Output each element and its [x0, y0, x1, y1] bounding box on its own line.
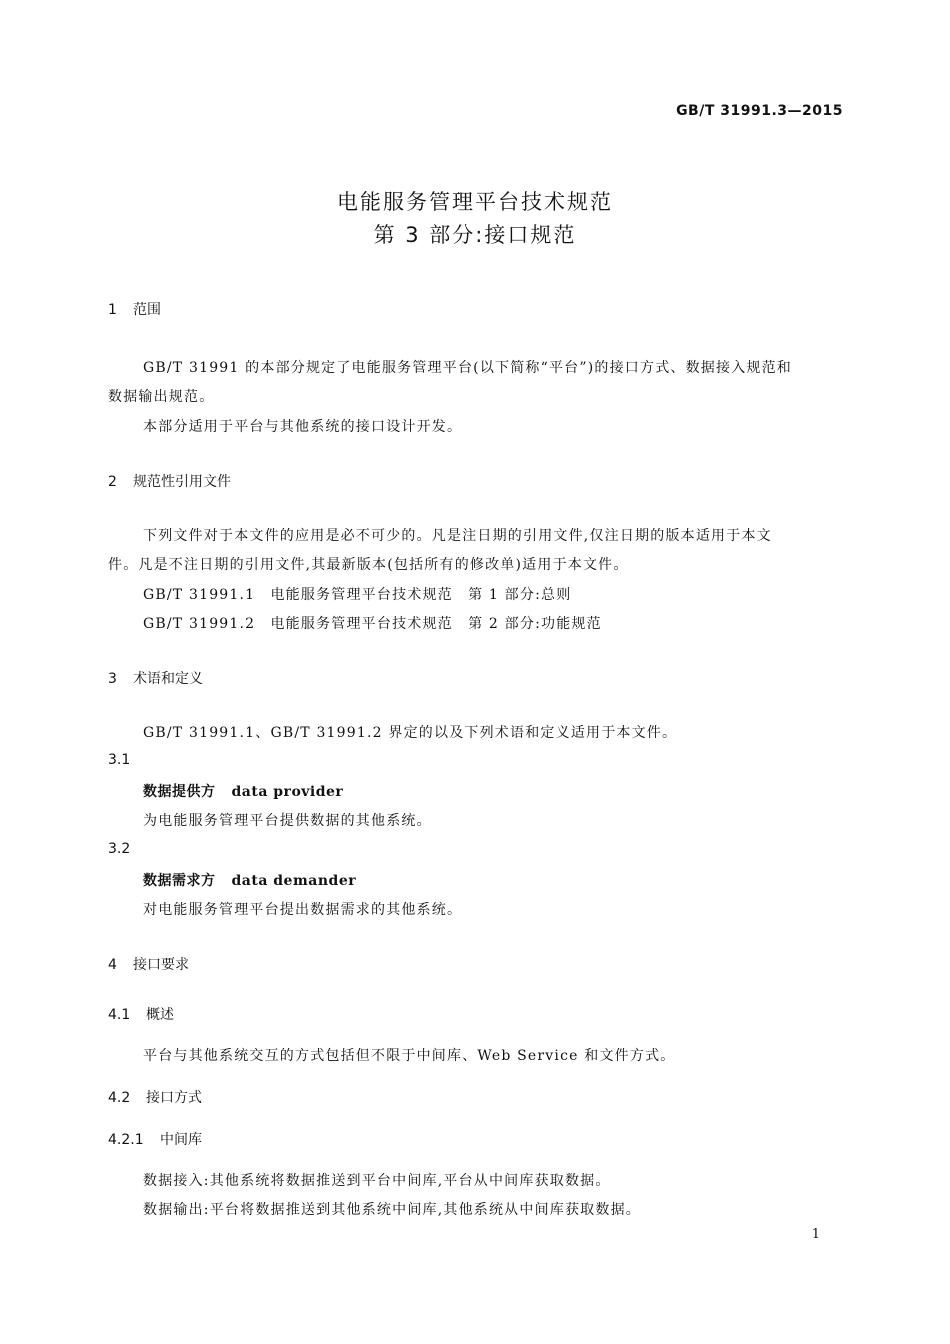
section-title: 接口要求 [133, 957, 189, 973]
paragraph: GB/T 31991.1、GB/T 31991.2 界定的以及下列术语和定义适用于本文件。 [143, 725, 678, 741]
subsection-4-2-1-heading [108, 1129, 202, 1149]
section-2-heading [108, 471, 231, 491]
section-title: 规范性引用文件 [133, 474, 231, 490]
section-title: 接口方式 [146, 1090, 202, 1106]
term-definition: 对电能服务管理平台提出数据需求的其他系统。 [143, 902, 463, 918]
section-number: 1 [108, 302, 117, 318]
term-definition: 为电能服务管理平台提供数据的其他系统。 [143, 813, 432, 829]
reference-item: GB/T 31991.1 电能服务管理平台技术规范 第 1 部分:总则 [143, 587, 572, 603]
section-title: 概述 [146, 1007, 174, 1023]
section-number: 4.2 [108, 1090, 131, 1106]
term-entry [143, 781, 343, 801]
section-3-heading [108, 668, 203, 688]
section-number: 4.2.1 [108, 1132, 144, 1148]
term-chinese: 数据提供方 [143, 784, 216, 800]
section-number: 2 [108, 474, 117, 490]
document-title: 电能服务管理平台技术规范 [337, 190, 613, 214]
section-number: 4 [108, 957, 117, 973]
section-title: 中间库 [160, 1132, 202, 1148]
term-number: 3.1 [108, 752, 131, 768]
subsection-4-2-heading [108, 1087, 202, 1107]
reference-item: GB/T 31991.2 电能服务管理平台技术规范 第 2 部分:功能规范 [143, 616, 602, 632]
paragraph: 数据输出:平台将数据推送到其他系统中间库,其他系统从中间库获取数据。 [143, 1202, 641, 1218]
term-english: data demander [231, 873, 357, 889]
paragraph-line: 下列文件对于本文件的应用是必不可少的。凡是注日期的引用文件,仅注日期的版本适用于本文 [143, 528, 772, 544]
section-number: 4.1 [108, 1007, 131, 1023]
term-entry [143, 870, 356, 890]
paragraph-line: 件。凡是不注日期的引用文件,其最新版本(包括所有的修改单)适用于本文件。 [108, 557, 629, 573]
paragraph: 数据接入:其他系统将数据推送到平台中间库,平台从中间库获取数据。 [143, 1173, 611, 1189]
section-number: 3 [108, 671, 117, 687]
standard-number: GB/T 31991.3—2015 [676, 103, 843, 119]
paragraph: 平台与其他系统交互的方式包括但不限于中间库、Web Service 和文件方式。 [143, 1048, 676, 1064]
subsection-4-1-heading [108, 1004, 174, 1024]
term-number: 3.2 [108, 841, 131, 857]
section-title: 术语和定义 [133, 671, 203, 687]
paragraph-line: GB/T 31991 的本部分规定了电能服务管理平台(以下简称“平台”)的接口方式、数据接入规范和 [143, 360, 792, 376]
section-1-heading [108, 299, 161, 319]
term-chinese: 数据需求方 [143, 873, 216, 889]
term-english: data provider [231, 784, 344, 800]
section-title: 范围 [133, 302, 161, 318]
document-subtitle: 第 3 部分:接口规范 [373, 223, 577, 247]
paragraph-line: 数据输出规范。 [108, 389, 215, 405]
paragraph: 本部分适用于平台与其他系统的接口设计开发。 [143, 419, 463, 435]
page-number: 1 [811, 1227, 820, 1242]
section-4-heading [108, 954, 189, 974]
